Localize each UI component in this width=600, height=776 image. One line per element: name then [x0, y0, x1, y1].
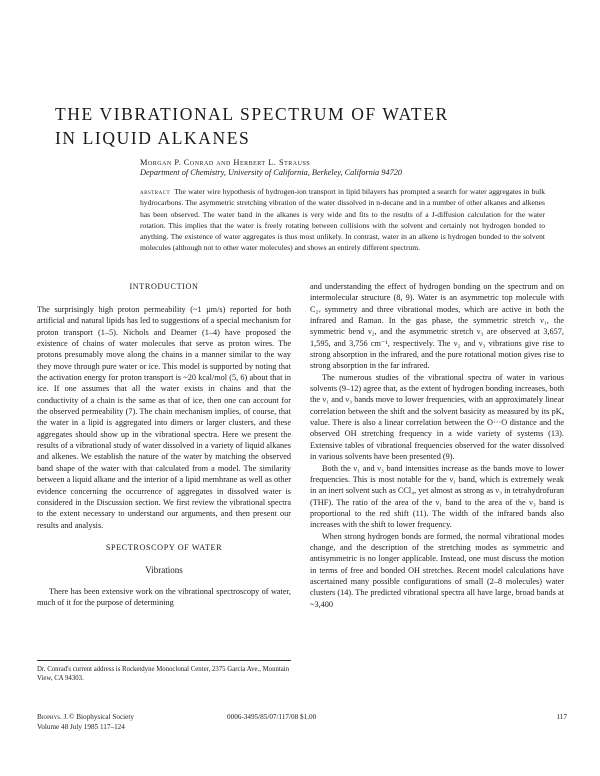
- left-column: [37, 281, 291, 609]
- right-paragraph-4: When strong hydrogen bonds are formed, the normal vibrational modes change, and the description of the stretching modes as symmetric and antisymmetric is no longer applicable. Instead, one must discuss the motion in terms of free and bonded OH stretches. Recent model calculations have ascertained many possible configurations of small (2–8 molecules) water clusters (14). The predicted vibrational spectra all have large, broad bands at ~3,400: [310, 531, 564, 609]
- right-paragraph-3: Both the ν₁ and ν₃ band intensities increase as the bands move to lower frequencies. This is most notable for the ν₁ band, which is extremely weak in an inert solvent such as CCl₄, yet almost as strong as ν₃ in tetrahydrofuran (THF). The ratio of the area of the ν₁ band to the area of the ν₃ band is proportional to the red shift (11). The width of the infrared bands also increases with the shift to lower frequency.: [310, 463, 564, 530]
- introduction-paragraph: The surprisingly high proton permeability (~1 μm/s) reported for both artificial and natural lipids has led to suggestions of a special mechanism for proton transport (1–5). Nichols and Deamer (1–4) have proposed the existence of chains of water molecules that serve as proton wires. The protons presumably move along the chains in a manner similar to the way they move through pure water or ice. This model is supported by noting that the activation energy for proton transport is ~20 kcal/mol (5, 6) about that in ice. If one assumes that all the water exists in chains and that the conductivity of a chain is the same as that of ice, then one can account for the observed permeability (7). The chain mechanism implies, of course, that the water in a lipid is aggregated into dimers or larger clusters, and these aggregates should show up in the vibrational spectra. Here we present the results of a vibrational study of water dissolved in a variety of liquid alkanes and alkenes. We establish the nature of the water by matching the observed band shape of the water with that calculated from a model. The similarity between a liquid alkane and the interior of a lipid membrane as well as other evidence concerning the occurrence of aggregates in dissolved water is considered in the Discussion section. We first review the vibrational spectra to the extent necessary to understand our arguments, and then present our results and analysis.: [37, 305, 291, 530]
- right-paragraph-2: The numerous studies of the vibrational spectra of water in various solvents (9–12) agree that, as the extent of hydrogen bonding increases, both the ν₁ and ν₃ bands move to lower frequencies, with an approximately linear correlation between the shift and the solvent basicity as measured by its pKₐ value. There is also a linear correlation between the O···O distance and the observed OH stretching frequency in a wide variety of systems (13). Extensive tables of vibrational frequencies observed for the water dissolved in various solvents have been presented (9).: [310, 372, 564, 462]
- vibrations-heading: Vibrations: [145, 564, 183, 575]
- journal-name: Biophys. J.: [37, 713, 69, 721]
- abstract: [140, 186, 545, 254]
- author-names: Morgan P. Conrad and Herbert L. Strauss: [140, 158, 311, 167]
- issn-codes: 0006-3495/85/07/117/08 $1.00: [227, 713, 317, 721]
- page-number: 117: [556, 713, 567, 721]
- author-affiliation: Department of Chemistry, University of California, Berkeley, California 94720: [140, 168, 403, 177]
- page-footer: [37, 712, 567, 732]
- copyright-society: © Biophysical Society: [69, 713, 134, 721]
- spectroscopy-heading: SPECTROSCOPY OF WATER: [105, 542, 223, 552]
- right-column: [310, 281, 564, 610]
- abstract-label: abstract: [140, 187, 171, 196]
- title-line-2: IN LIQUID ALKANES: [55, 128, 251, 148]
- volume-info: Volume 48 July 1985 117–124: [37, 723, 125, 731]
- right-paragraph-1: and understanding the effect of hydrogen bonding on the spectrum and on intermolecular structure (8, 9). Water is an asymmetric top molecule with C₂ᵥ symmetry and three vibrational modes, which are active in both the infrared and Raman. In the gas phase, the symmetric stretch ν₁, the symmetric bend ν₂, and the asymmetric stretch ν₃ are observed at 3,657, 1,595, and 3,756 cm⁻¹, respectively. The ν₂ and ν₃ vibrations give rise to strong absorption in the infrared, and the pure rotational motion gives rise to strong absorption in the far infrared.: [310, 282, 564, 371]
- vibrations-paragraph: There has been extensive work on the vibrational spectroscopy of water, much of it for the purpose of determining: [37, 586, 291, 608]
- address-footnote: Dr. Conrad's current address is Rocketdyne Monoclonal Center, 2375 Garcia Ave., Mountain View, CA 94303.: [37, 660, 291, 683]
- abstract-text: The water wire hypothesis of hydrogen-ion transport in lipid bilayers has prompted a search for water aggregates in bulk hydrocarbons. The asymmetric stretching vibration of the water dissolved in n-decane and in a number of other alkanes and alkenes has been observed. The water band in the alkanes is very wide and fits to the results of a J-diffusion calculation for the water rotation. This implies that the water is freely rotating between collisions with the solvent and certainly not hydrogen bonded to anything. The existence of water aggregates is thus most unlikely. In contrast, water in an alkene is hydrogen bonded to the solvent molecules (although not to other water molecules) and shows an entirely different spectrum.: [140, 187, 545, 253]
- title-line-1: THE VIBRATIONAL SPECTRUM OF WATER: [55, 104, 449, 124]
- introduction-heading: INTRODUCTION: [129, 282, 199, 291]
- article-title: [55, 102, 555, 150]
